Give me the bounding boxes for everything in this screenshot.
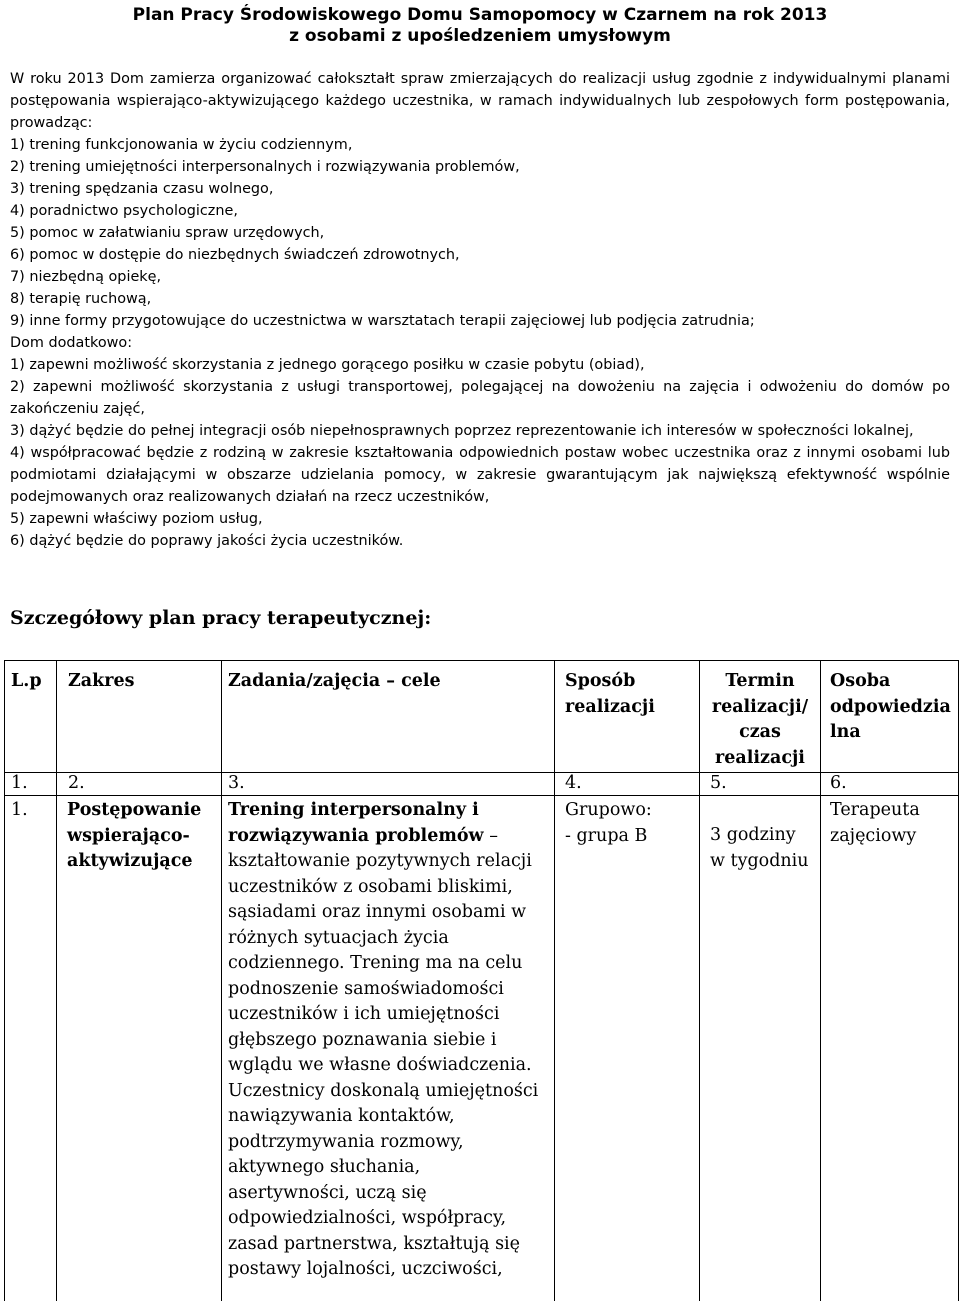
row-lp: 1. — [11, 800, 28, 820]
row-osoba: Terapeuta zajęciowy — [830, 800, 920, 846]
column-number: 2. — [68, 773, 85, 793]
list-item: 3) trening spędzania czasu wolnego, — [10, 181, 274, 197]
column-number: 3. — [228, 773, 245, 793]
table-column-divider — [56, 661, 57, 1301]
title-line-1: Plan Pracy Środowiskowego Domu Samopomocy w Czarnem na rok 2013 — [132, 5, 828, 25]
table-column-divider — [820, 661, 821, 1301]
table-column-divider — [221, 661, 222, 1301]
header-sposob: Sposób realizacji — [565, 671, 655, 717]
row-sposob — [565, 798, 695, 849]
list-item: 8) terapię ruchową, — [10, 291, 152, 307]
title-line-2: z osobami z upośledzeniem umysłowym — [289, 26, 671, 46]
header-lp: L.p — [11, 671, 42, 691]
header-osoba: Osoba odpowiedzia lna — [830, 671, 951, 742]
zadania-title: Trening interpersonalny i rozwiązywania problemów — [228, 800, 484, 846]
list-item: 6) pomoc w dostępie do niezbędnych świadczeń zdrowotnych, — [10, 247, 460, 263]
header-zadania: Zadania/zajęcia – cele — [228, 671, 441, 691]
additional-item: 6) dążyć będzie do poprawy jakości życia uczestników. — [10, 533, 404, 549]
list-item: 1) trening funkcjonowania w życiu codziennym, — [10, 137, 353, 153]
additional-item: 4) współpracować będzie z rodziną w zakresie kształtowania odpowiednich postaw wobec uczestnika oraz z innymi osobami lub podmiotami działającymi w obszarze udzielania pomocy, w zakresie gwarantującym jak największą efektywność wspólnie podejmowanych oraz realizowanych działań na rzecz uczestników, — [10, 445, 950, 505]
list-item: 5) pomoc w załatwianiu spraw urzędowych, — [10, 225, 325, 241]
column-number: 1. — [11, 773, 28, 793]
zadania-description: – kształtowanie pozytywnych relacji uczestników z osobami bliskimi, sąsiadami oraz innymi osobami w różnych sytuacjach życia codziennego. Trening ma na celu podnoszenie samoświadomości uczestników i ich umiejętności głębszego poznawania siebie i wglądu we własne doświadczenia. Uczestnicy doskonalą umiejętności nawiązywania kontaktów, podtrzymywania rozmowy, aktywnego słuchania, asertywności, uczą się odpowiedzialności, współpracy, zasad partnerstwa, kształtują się postawy lojalności, uczciwości, — [228, 825, 539, 1279]
additional-item: 5) zapewni właściwy poziom usług, — [10, 511, 263, 527]
table-row-divider — [5, 772, 958, 773]
header-zakres: Zakres — [68, 671, 135, 691]
list-item: 9) inne formy przygotowujące do uczestnictwa w warsztatach terapii zajęciowej lub podjęcia zatrudnia; — [10, 313, 755, 329]
table-row-divider — [5, 795, 958, 796]
therapy-plan-table — [4, 660, 959, 1301]
header-termin: Termin realizacji/ czas realizacji — [711, 671, 809, 768]
column-number: 4. — [565, 773, 582, 793]
row-zakres: Postępowanie wspierająco-aktywizujące — [67, 800, 202, 871]
sposob-line: Grupowo: — [565, 800, 652, 820]
column-number: 5. — [710, 773, 727, 793]
sposob-line: - grupa B — [565, 825, 648, 846]
intro-paragraph: W roku 2013 Dom zamierza organizować całokształt spraw zmierzających do realizacji usług zgodnie z indywidualnymi planami postępowania wspierająco-aktywizującego każdego uczestnika, w ramach indywidualnych lub zespołowych form postępowania, prowadząc: — [10, 71, 950, 131]
table-column-divider — [699, 661, 700, 1301]
list-item: 4) poradnictwo psychologiczne, — [10, 203, 238, 219]
list-item: 2) trening umiejętności interpersonalnych i rozwiązywania problemów, — [10, 159, 520, 175]
row-termin: 3 godziny w tygodniu — [710, 825, 809, 871]
intro-section — [10, 68, 950, 552]
list-item: 7) niezbędną opiekę, — [10, 269, 162, 285]
column-number: 6. — [830, 773, 847, 793]
section-title: Szczegółowy plan pracy terapeutycznej: — [10, 607, 432, 629]
additional-item: 3) dążyć będzie do pełnej integracji osób niepełnosprawnych poprzez reprezentowanie ich interesów w społeczności lokalnej, — [10, 423, 914, 439]
row-zadania — [228, 798, 546, 1283]
additional-heading: Dom dodatkowo: — [10, 335, 133, 351]
additional-item: 1) zapewni możliwość skorzystania z jednego gorącego posiłku w czasie pobytu (obiad), — [10, 357, 645, 373]
table-column-divider — [554, 661, 555, 1301]
additional-item: 2) zapewni możliwość skorzystania z usługi transportowej, polegającej na dowożeniu na zajęcia i odwożeniu do domów po zakończeniu zajęć, — [10, 379, 950, 417]
